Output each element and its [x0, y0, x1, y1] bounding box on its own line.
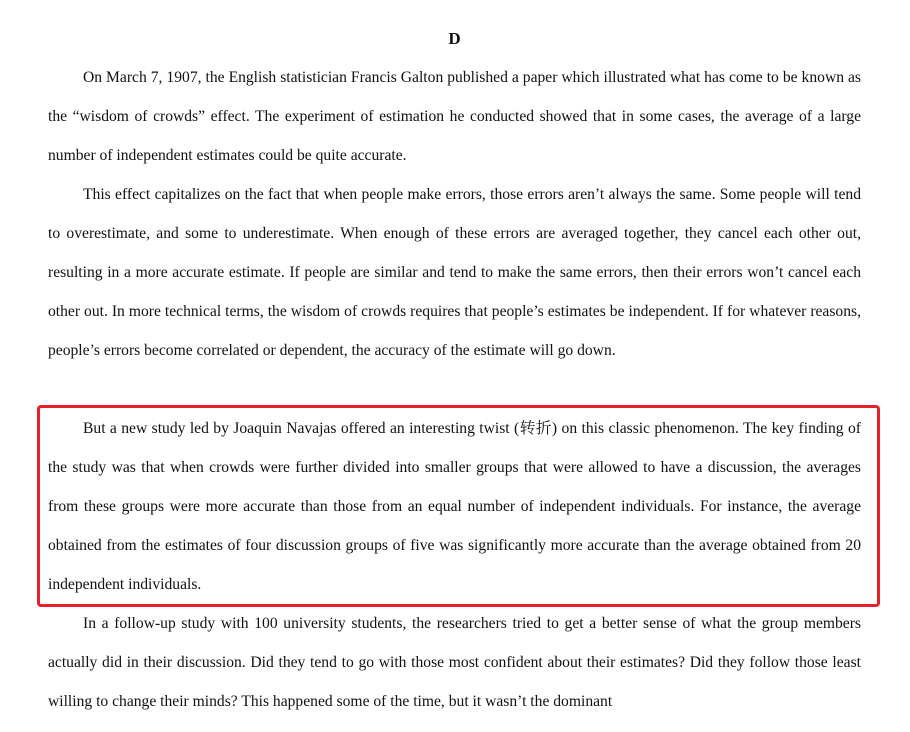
paragraph-2: This effect capitalizes on the fact that when people make errors, those errors aren’t always the same. Some people will tend to overestimate, and some to underestimate. When enough of these errors are averaged together, they cancel each other out, resulting in a more accurate estimate. If people are similar and tend to make the same errors, then their errors won’t cancel each other out. In more technical terms, the wisdom of crowds requires that people’s estimates be independent. If for whatever reasons, people’s errors become correlated or dependent, the accuracy of the estimate will go down. — [48, 186, 861, 359]
paragraph-4: In a follow-up study with 100 university students, the researchers tried to get a better sense of what the group members actually did in their discussion. Did they tend to go with those most confident about their estimates? Did they follow those least willing to change their minds? This happened some of the time, but it wasn’t the dominant — [48, 615, 861, 710]
paragraph-3: But a new study led by Joaquin Navajas offered an interesting twist (转折) on this classic phenomenon. The key finding of the study was that when crowds were further divided into smaller groups that were allowed to have a discussion, the averages from these groups were more accurate than those from an equal number of independent individuals. For instance, the average obtained from the estimates of four discussion groups of five was significantly more accurate than the average obtained from 20 independent individuals. — [48, 420, 861, 593]
paragraph-1: On March 7, 1907, the English statistician Francis Galton published a paper which illustrated what has come to be known as the “wisdom of crowds” effect. The experiment of estimation he conducted showed that in some cases, the average of a large number of independent estimates could be quite accurate. — [48, 69, 861, 164]
section-heading: D — [448, 29, 461, 48]
highlight-box — [37, 405, 880, 607]
